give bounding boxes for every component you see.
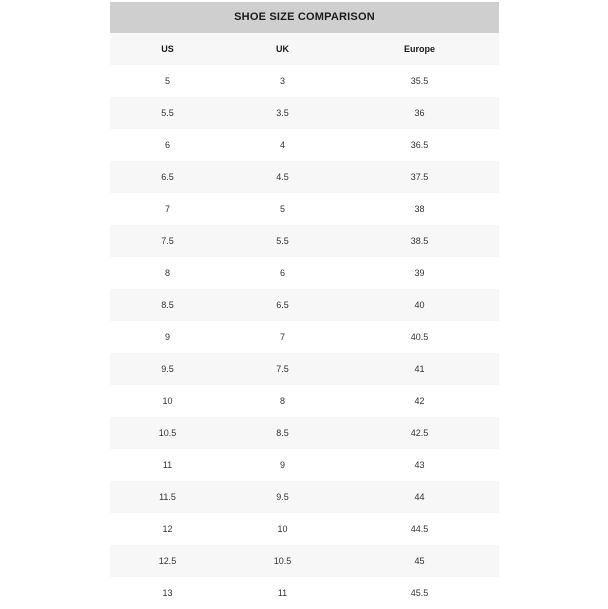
cell-europe: 38	[340, 193, 499, 225]
cell-europe: 42	[340, 385, 499, 417]
cell-uk: 8.5	[225, 417, 340, 449]
cell-uk: 10.5	[225, 545, 340, 577]
cell-us: 7.5	[110, 225, 225, 257]
table-row	[110, 225, 499, 257]
cell-us: 9	[110, 321, 225, 353]
cell-us: 8.5	[110, 289, 225, 321]
size-table	[110, 33, 499, 609]
cell-uk: 7.5	[225, 353, 340, 385]
cell-uk: 3	[225, 65, 340, 97]
size-chart	[110, 2, 499, 609]
table-row	[110, 417, 499, 449]
table-row	[110, 449, 499, 481]
cell-uk: 9	[225, 449, 340, 481]
cell-europe: 39	[340, 257, 499, 289]
cell-europe: 44	[340, 481, 499, 513]
cell-europe: 43	[340, 449, 499, 481]
cell-uk: 10	[225, 513, 340, 545]
cell-europe: 42.5	[340, 417, 499, 449]
cell-europe: 40.5	[340, 321, 499, 353]
table-row	[110, 289, 499, 321]
cell-us: 10.5	[110, 417, 225, 449]
cell-us: 13	[110, 577, 225, 609]
cell-europe: 36.5	[340, 129, 499, 161]
cell-uk: 6	[225, 257, 340, 289]
cell-europe: 37.5	[340, 161, 499, 193]
cell-europe: 40	[340, 289, 499, 321]
table-row	[110, 193, 499, 225]
cell-europe: 45.5	[340, 577, 499, 609]
table-row	[110, 385, 499, 417]
cell-uk: 8	[225, 385, 340, 417]
column-header-uk: UK	[225, 33, 340, 65]
table-body	[110, 65, 499, 609]
cell-uk: 9.5	[225, 481, 340, 513]
cell-us: 11	[110, 449, 225, 481]
cell-uk: 11	[225, 577, 340, 609]
cell-uk: 4.5	[225, 161, 340, 193]
column-header-europe: Europe	[340, 33, 499, 65]
cell-uk: 7	[225, 321, 340, 353]
table-row	[110, 481, 499, 513]
column-header-us: US	[110, 33, 225, 65]
cell-us: 6.5	[110, 161, 225, 193]
cell-uk: 6.5	[225, 289, 340, 321]
table-row	[110, 161, 499, 193]
cell-us: 7	[110, 193, 225, 225]
table-row	[110, 97, 499, 129]
cell-uk: 3.5	[225, 97, 340, 129]
cell-us: 8	[110, 257, 225, 289]
cell-europe: 36	[340, 97, 499, 129]
table-row	[110, 353, 499, 385]
header-row	[110, 33, 499, 65]
cell-uk: 5	[225, 193, 340, 225]
table-row	[110, 321, 499, 353]
cell-europe: 41	[340, 353, 499, 385]
cell-us: 12.5	[110, 545, 225, 577]
cell-europe: 45	[340, 545, 499, 577]
cell-us: 5.5	[110, 97, 225, 129]
table-row	[110, 577, 499, 609]
cell-us: 10	[110, 385, 225, 417]
cell-us: 11.5	[110, 481, 225, 513]
cell-uk: 4	[225, 129, 340, 161]
table-row	[110, 257, 499, 289]
table-row	[110, 513, 499, 545]
cell-europe: 44.5	[340, 513, 499, 545]
chart-title: SHOE SIZE COMPARISON	[110, 2, 499, 33]
cell-us: 12	[110, 513, 225, 545]
table-row	[110, 65, 499, 97]
cell-us: 6	[110, 129, 225, 161]
table-row	[110, 129, 499, 161]
cell-us: 9.5	[110, 353, 225, 385]
cell-europe: 35.5	[340, 65, 499, 97]
cell-uk: 5.5	[225, 225, 340, 257]
table-row	[110, 545, 499, 577]
cell-europe: 38.5	[340, 225, 499, 257]
cell-us: 5	[110, 65, 225, 97]
